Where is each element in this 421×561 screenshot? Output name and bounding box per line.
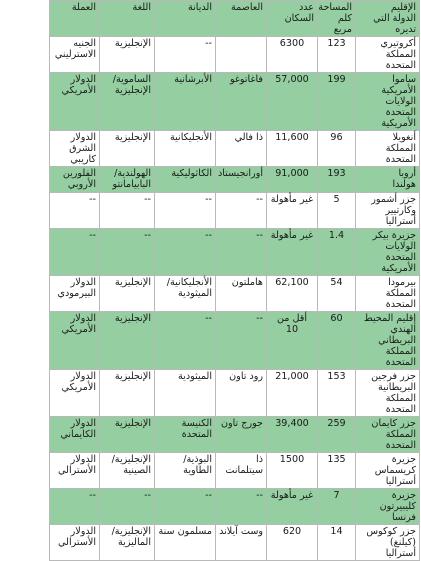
region-cell: أكروتيري المملكة المتحدة bbox=[356, 37, 420, 73]
area-cell: 199 bbox=[318, 73, 356, 131]
currency-cell: الدولار الكايماني bbox=[50, 417, 100, 453]
area-cell: 135 bbox=[318, 453, 356, 489]
table-row bbox=[1, 167, 420, 192]
region-cell: جزر فرجين البريطانية المملكة المتحدة bbox=[356, 369, 420, 416]
language-cell: الإنجليزية bbox=[100, 131, 155, 167]
population-cell: 620 bbox=[267, 525, 318, 561]
capital-cell: وست آيلاند bbox=[216, 525, 267, 561]
region-cell: جزر كوكوس (كيلنغ) أستراليا bbox=[356, 525, 420, 561]
religion-cell: -- bbox=[155, 489, 216, 525]
currency-cell: -- bbox=[50, 192, 100, 228]
capital-cell: -- bbox=[216, 311, 267, 369]
population-cell: غير مأهولة bbox=[267, 192, 318, 228]
currency-cell: الدولار الشرق كاريبي bbox=[50, 131, 100, 167]
capital-cell: ذا سيتلمانت bbox=[216, 453, 267, 489]
region-cell: جزر كايمان المملكة المتحدة bbox=[356, 417, 420, 453]
religion-cell: الأنجليكانية bbox=[155, 131, 216, 167]
capital-cell: -- bbox=[216, 192, 267, 228]
population-cell: 1500 bbox=[267, 453, 318, 489]
header-currency: العملة bbox=[50, 1, 100, 37]
capital-cell: فاغاتوغو bbox=[216, 73, 267, 131]
capital-cell: -- bbox=[216, 489, 267, 525]
religion-cell: الأنجليكانية/ الميثودية bbox=[155, 275, 216, 311]
area-cell: 7 bbox=[318, 489, 356, 525]
population-cell: 91,000 bbox=[267, 167, 318, 192]
region-cell: أروبا هولندا bbox=[356, 167, 420, 192]
currency-cell: الدولار الأسترالي bbox=[50, 525, 100, 561]
region-cell: إقليم المحيط الهندي البريطاني المملكة المتحدة bbox=[356, 311, 420, 369]
currency-cell: الدولار الأمريكي bbox=[50, 73, 100, 131]
capital-cell: ذا فالي bbox=[216, 131, 267, 167]
table-row bbox=[1, 131, 420, 167]
header-population: عدد السكان bbox=[267, 1, 318, 37]
language-cell: الإنجليزية bbox=[100, 37, 155, 73]
religion-cell: الكنيسة المتحدة bbox=[155, 417, 216, 453]
population-cell: 21,000 bbox=[267, 369, 318, 416]
language-cell: الإنجليزية/ الصينية bbox=[100, 453, 155, 489]
religion-cell: البوذية/ الطاوية bbox=[155, 453, 216, 489]
area-cell: 193 bbox=[318, 167, 356, 192]
table-row bbox=[1, 228, 420, 275]
header-area: المساحة كلم مربع bbox=[318, 1, 356, 37]
religion-cell: -- bbox=[155, 311, 216, 369]
area-cell: 60 bbox=[318, 311, 356, 369]
religion-cell: الكاثوليكية bbox=[155, 167, 216, 192]
language-cell: الهولندية/ البابيامانتو bbox=[100, 167, 155, 192]
language-cell: الإنجليزية bbox=[100, 275, 155, 311]
population-cell: 11,600 bbox=[267, 131, 318, 167]
table-row bbox=[1, 311, 420, 369]
region-cell: جزيرة كليبيرتون فرنسا bbox=[356, 489, 420, 525]
table-row bbox=[1, 453, 420, 489]
header-capital: العاصمة bbox=[216, 1, 267, 37]
area-cell: 153 bbox=[318, 369, 356, 416]
religion-cell: -- bbox=[155, 37, 216, 73]
population-cell: أقل من 10 bbox=[267, 311, 318, 369]
language-cell: الإنجليزية bbox=[100, 311, 155, 369]
capital-cell: -- bbox=[216, 228, 267, 275]
region-cell: بيرمودا المملكة المتحدة bbox=[356, 275, 420, 311]
table-row bbox=[1, 192, 420, 228]
area-cell: 14 bbox=[318, 525, 356, 561]
language-cell: -- bbox=[100, 489, 155, 525]
area-cell: 259 bbox=[318, 417, 356, 453]
header-row bbox=[1, 1, 420, 37]
area-cell: 1.4 bbox=[318, 228, 356, 275]
table-row bbox=[1, 275, 420, 311]
table-row bbox=[1, 489, 420, 525]
region-cell: جزر أشمور وكارتيير أستراليا bbox=[356, 192, 420, 228]
table-row bbox=[1, 369, 420, 416]
currency-cell: -- bbox=[50, 489, 100, 525]
territories-table-wrapper bbox=[1, 0, 420, 561]
region-cell: جزيرة بيكر الولايات المتحدة الأمريكية bbox=[356, 228, 420, 275]
population-cell: غير مأهولة bbox=[267, 228, 318, 275]
population-cell: 57,000 bbox=[267, 73, 318, 131]
header-region: الإقليم الدولة التي تديره bbox=[356, 1, 420, 37]
language-cell: -- bbox=[100, 192, 155, 228]
currency-cell: -- bbox=[50, 228, 100, 275]
language-cell: الإنجليزية/ الماليزية bbox=[100, 525, 155, 561]
header-language: اللغة bbox=[100, 1, 155, 37]
region-cell: أنغويلا المملكة المتحدة bbox=[356, 131, 420, 167]
area-cell: 54 bbox=[318, 275, 356, 311]
population-cell: 39,400 bbox=[267, 417, 318, 453]
capital-cell: جورج تاون bbox=[216, 417, 267, 453]
religion-cell: -- bbox=[155, 228, 216, 275]
area-cell: 123 bbox=[318, 37, 356, 73]
region-cell: جزيرة كريسماس أستراليا bbox=[356, 453, 420, 489]
area-cell: 96 bbox=[318, 131, 356, 167]
table-row bbox=[1, 417, 420, 453]
capital-cell: رود تاون bbox=[216, 369, 267, 416]
currency-cell: الدولار الأسترالي bbox=[50, 453, 100, 489]
population-cell: 6300 bbox=[267, 37, 318, 73]
religion-cell: الأبرشانية bbox=[155, 73, 216, 131]
language-cell: الإنجليزية bbox=[100, 417, 155, 453]
religion-cell: مسلمون سنة bbox=[155, 525, 216, 561]
population-cell: غير مأهولة bbox=[267, 489, 318, 525]
religion-cell: الميثودية bbox=[155, 369, 216, 416]
header-religion: الديانة bbox=[155, 1, 216, 37]
language-cell: -- bbox=[100, 228, 155, 275]
capital-cell: هاملتون bbox=[216, 275, 267, 311]
area-cell: 5 bbox=[318, 192, 356, 228]
currency-cell: الجنيه الاسترليني bbox=[50, 37, 100, 73]
currency-cell: الدولار البيرمودي bbox=[50, 275, 100, 311]
table-row bbox=[1, 37, 420, 73]
table-row bbox=[1, 73, 420, 131]
table-row bbox=[1, 525, 420, 561]
religion-cell: -- bbox=[155, 192, 216, 228]
table-body bbox=[1, 37, 420, 561]
population-cell: 62,100 bbox=[267, 275, 318, 311]
currency-cell: الدولار الأمريكي bbox=[50, 369, 100, 416]
region-cell: ساموا الأمريكية الولايات المتحدة الأمريكية bbox=[356, 73, 420, 131]
currency-cell: الفلورين الأروبي bbox=[50, 167, 100, 192]
language-cell: الإنجليزية bbox=[100, 369, 155, 416]
capital-cell: أورانجيستاد bbox=[216, 167, 267, 192]
currency-cell: الدولار الأمريكي bbox=[50, 311, 100, 369]
language-cell: الساموية/ الإنجليزية bbox=[100, 73, 155, 131]
capital-cell bbox=[216, 37, 267, 73]
